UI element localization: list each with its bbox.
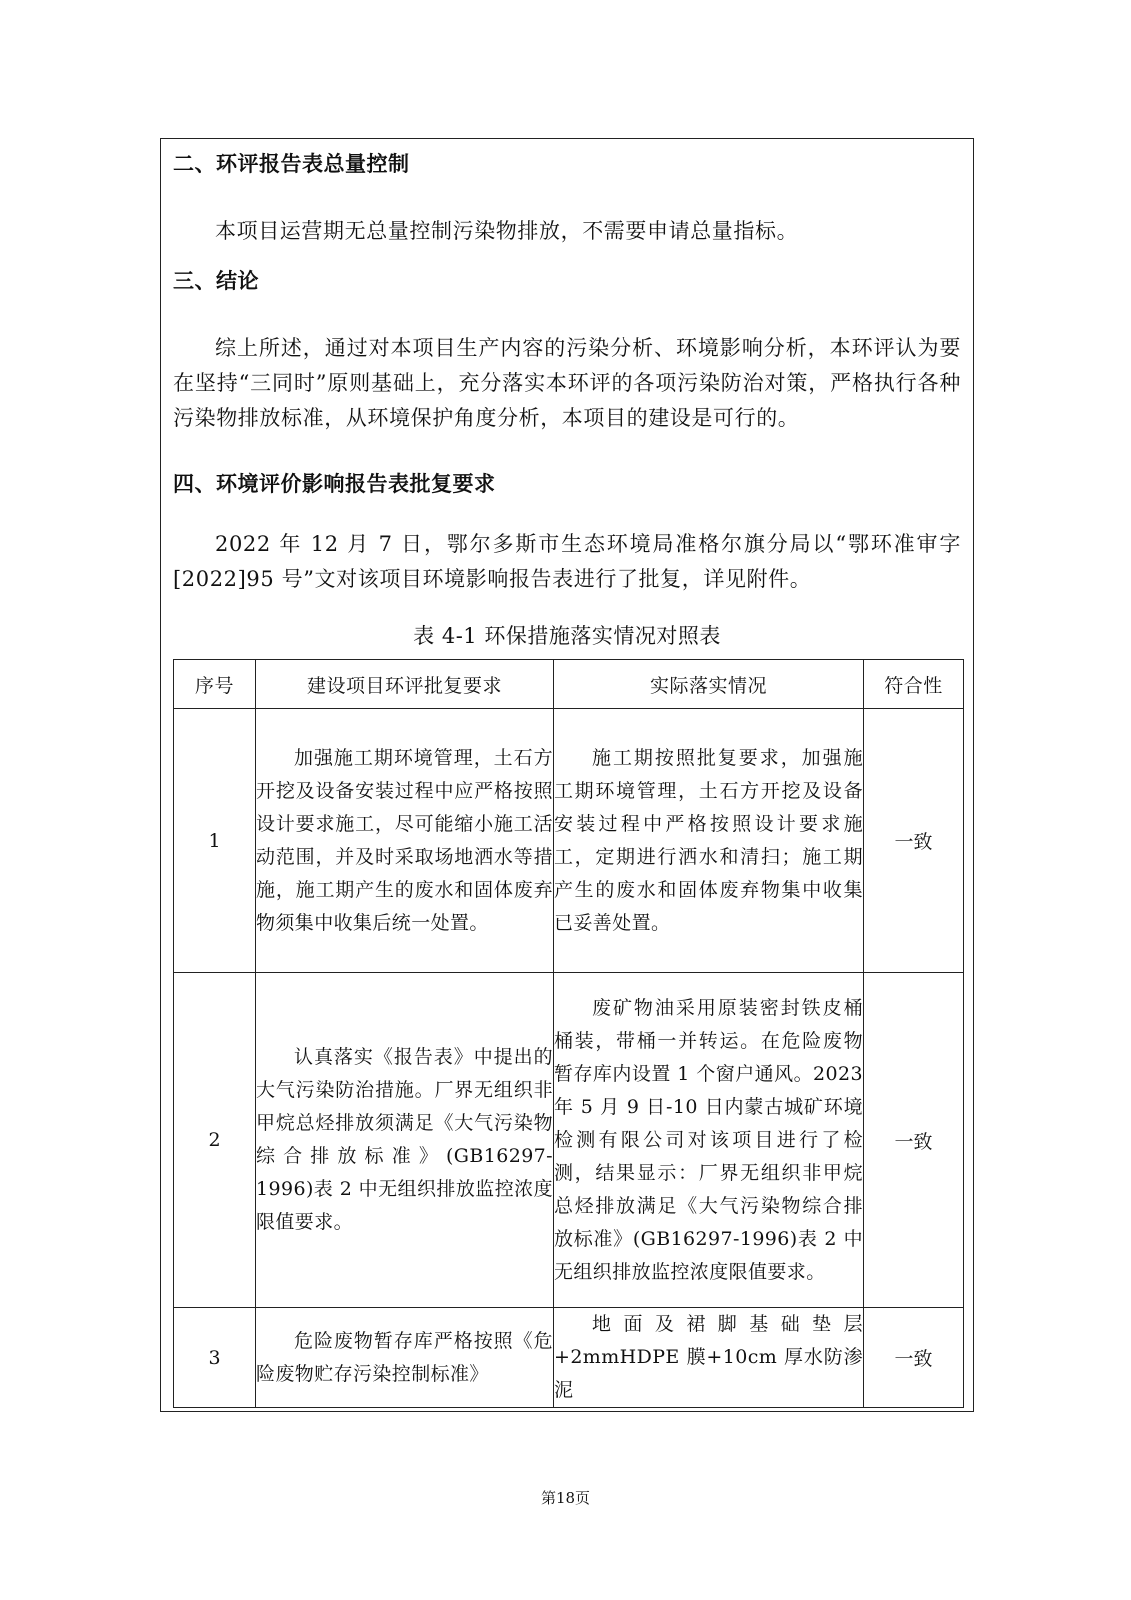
row-requirement: 加强施工期环境管理，土石方开挖及设备安装过程中应严格按照设计要求施工，尽可能缩小施工活动范围，并及时采取场地洒水等措施，施工期产生的废水和固体废弃物须集中收集后统一处置。 — [256, 709, 554, 973]
content-frame — [160, 138, 974, 1412]
row-conformity: 一致 — [864, 973, 964, 1308]
table-header-row — [174, 660, 964, 709]
header-conformity: 符合性 — [864, 660, 964, 709]
section-approval — [173, 469, 961, 499]
table-caption: 表 4-1 环保措施落实情况对照表 — [413, 624, 721, 648]
section-total-control — [173, 149, 961, 179]
section-paragraph: 2022 年 12 月 7 日，鄂尔多斯市生态环境局准格尔旗分局以“鄂环准审字[2022]95 号”文对该项目环境影响报告表进行了批复，详见附件。 — [173, 532, 961, 591]
table-caption-wrap — [173, 621, 961, 651]
section-heading: 四、环境评价影响报告表批复要求 — [173, 472, 496, 496]
row-implementation: 废矿物油采用原装密封铁皮桶桶装，带桶一并转运。在危险废物暂存库内设置 1 个窗户通风。2023 年 5 月 9 日-10 日内蒙古城矿环境检测有限公司对该项目进行了检测，结果显示：厂界无组织非甲烷总烃排放满足《大气污染物综合排放标准》(GB16297-1996)表 2 中无组织排放监控浓度限值要求。 — [554, 973, 864, 1308]
header-requirement: 建设项目环评批复要求 — [256, 660, 554, 709]
row-implementation: 施工期按照批复要求，加强施工期环境管理，土石方开挖及设备安装过程中严格按照设计要求施工，定期进行洒水和清扫；施工期产生的废水和固体废弃物集中收集已妥善处置。 — [554, 709, 864, 973]
row-requirement: 危险废物暂存库严格按照《危险废物贮存污染控制标准》 — [256, 1308, 554, 1408]
table-row — [174, 1308, 964, 1408]
row-implementation: 地面及裙脚基础垫层+2mmHDPE 膜+10cm 厚水防渗泥 — [554, 1308, 864, 1408]
row-number: 3 — [174, 1308, 256, 1408]
table-row — [174, 973, 964, 1308]
section-paragraph: 综上所述，通过对本项目生产内容的污染分析、环境影响分析，本环评认为要在坚持“三同时”原则基础上，充分落实本环评的各项污染防治对策，严格执行各种污染物排放标准，从环境保护角度分析，本项目的建设是可行的。 — [173, 336, 961, 430]
row-conformity: 一致 — [864, 709, 964, 973]
measures-table — [173, 659, 964, 1408]
row-number: 1 — [174, 709, 256, 973]
header-no: 序号 — [174, 660, 256, 709]
row-number: 2 — [174, 973, 256, 1308]
section-approval-body — [173, 527, 961, 597]
header-implementation: 实际落实情况 — [554, 660, 864, 709]
section-heading: 三、结论 — [173, 269, 259, 293]
section-heading: 二、环评报告表总量控制 — [173, 152, 410, 176]
section-conclusion — [173, 266, 961, 296]
section-paragraph: 本项目运营期无总量控制污染物排放，不需要申请总量指标。 — [215, 219, 799, 243]
section-conclusion-body — [173, 331, 961, 436]
row-conformity: 一致 — [864, 1308, 964, 1408]
table-row — [174, 709, 964, 973]
page-number: 第18页 — [540, 1489, 591, 1507]
section-total-control-body — [173, 214, 961, 249]
row-requirement: 认真落实《报告表》中提出的大气污染防治措施。厂界无组织非甲烷总烃排放须满足《大气污染物综合排放标准》(GB16297-1996)表 2 中无组织排放监控浓度限值要求。 — [256, 973, 554, 1308]
